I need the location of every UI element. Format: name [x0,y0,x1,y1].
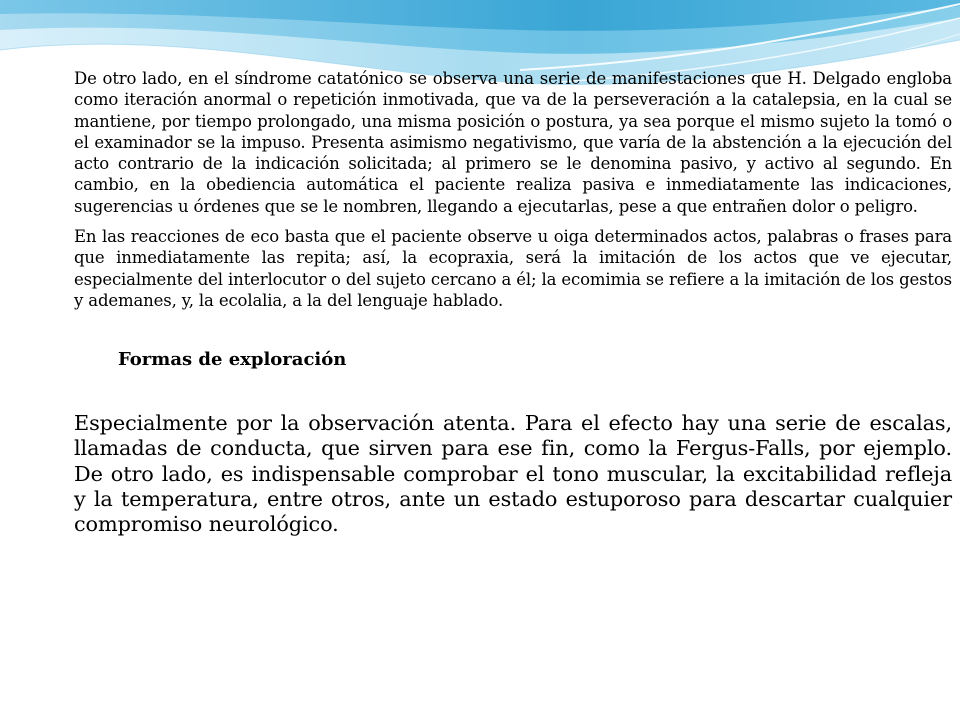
section-heading: Formas de exploración [118,349,347,371]
paragraph-echo-reactions: En las reacciones de eco basta que el paciente observe u oiga determinados actos, palabras o frases para que inmediatamente las repita; así, la ecopraxia, será la imitación de los actos que ve ejecutar, especialmente del interlocutor o del sujeto cercano a él; la ecomimia se refiere a la imitación de los gestos y ademanes, y, la ecolalia, a la del lenguaje hablado. [74,227,953,310]
paragraph-exploration: Especialmente por la observación atenta. Para el efecto hay una serie de escalas, llamadas de conducta, que sirven para ese fin, como la Fergus-Falls, por ejemplo. De otro lado, es indispensable comprobar el tono muscular, la excitabilidad refleja y la temperatura, entre otros, ante un estado estuporoso para descartar cualquier compromiso neurológico. [74,411,952,537]
slide-body [74,68,952,537]
paragraph-catatonic-syndrome: De otro lado, en el síndrome catatónico se observa una serie de manifestaciones que H. Delgado engloba como iteración anormal o repetición inmotivada, que va de la perseveración a la catalepsia, en la cual se mantiene, por tiempo prolongado, una misma posición o postura, ya sea porque el mismo sujeto la tomó o el examinador se la impuso. Presenta asimismo negativismo, que varía de la abstención a la ejecución del acto contrario de la indicación solicitada; al primero se le denomina pasivo, y activo al segundo. En cambio, en la obediencia automática el paciente realiza pasiva e inmediatamente las indicaciones, sugerencias u órdenes que se le nombren, llegando a ejecutarlas, pese a que entrañen dolor o peligro. [74,69,952,216]
